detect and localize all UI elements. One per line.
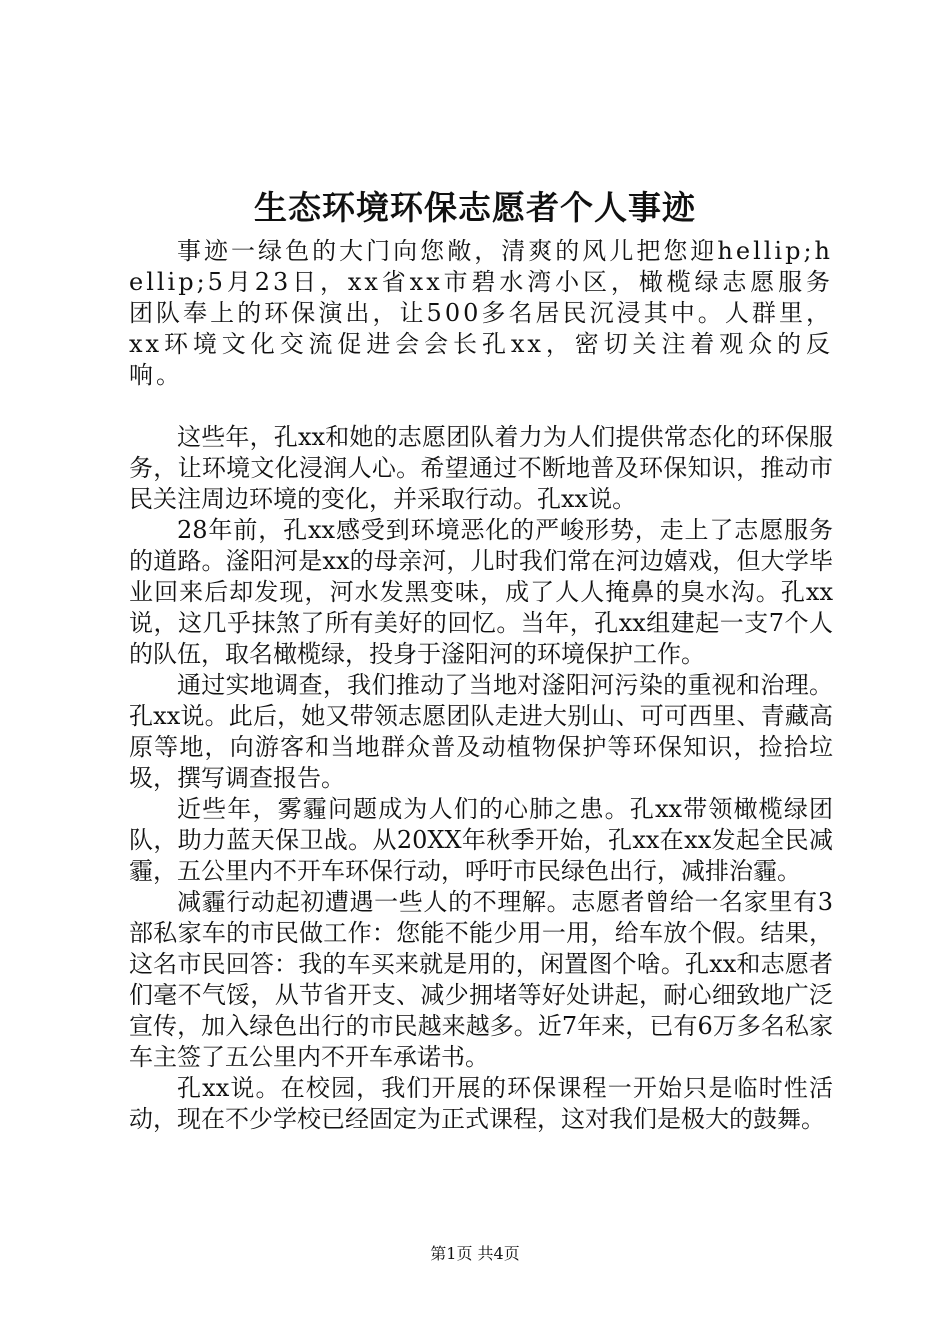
paragraph: 28年前，孔xx感受到环境恶化的严峻形势，走上了志愿服务的道路。滏阳河是xx的母亲河，儿时我们常在河边嬉戏，但大学毕业回来后却发现，河水发黑变味，成了人人掩鼻的臭水沟。孔xx说，这几乎抹煞了所有美好的回忆。当年，孔xx组建起一支7个人的队伍，取名橄榄绿，投身于滏阳河的环境保护工作。 [129, 516, 833, 668]
paragraph: 减霾行动起初遭遇一些人的不理解。志愿者曾给一名家里有3部私家车的市民做工作：您能不能少用一用，给车放个假。结果，这名市民回答：我的车买来就是用的，闲置图个啥。孔xx和志愿者们毫不气馁，从节省开支、减少拥堵等好处讲起，耐心细致地广泛宣传，加入绿色出行的市民越来越多。近7年来，已有6万多名私家车主签了五公里内不开车承诺书。 [129, 888, 833, 1071]
document-title: 生态环境环保志愿者个人事迹 [254, 188, 696, 227]
document-body [129, 236, 833, 1135]
paragraph: 这些年，孔xx和她的志愿团队着力为人们提供常态化的环保服务，让环境文化浸润人心。希望通过不断地普及环保知识，推动市民关注周边环境的变化，并采取行动。孔xx说。 [129, 423, 833, 513]
page-footer: 第1页 共4页 [430, 1244, 520, 1263]
paragraph: 事迹一绿色的大门向您敞，清爽的风儿把您迎hellip;hellip;5月23日，xx省xx市碧水湾小区，橄榄绿志愿服务团队奉上的环保演出，让500多名居民沉浸其中。人群里，xx环境文化交流促进会会长孔xx，密切关注着观众的反响。 [129, 237, 833, 389]
paragraph: 孔xx说。在校园，我们开展的环保课程一开始只是临时性活动，现在不少学校已经固定为正式课程，这对我们是极大的鼓舞。 [129, 1074, 833, 1133]
paragraph: 通过实地调查，我们推动了当地对滏阳河污染的重视和治理。孔xx说。此后，她又带领志愿团队走进大别山、可可西里、青藏高原等地，向游客和当地群众普及动植物保护等环保知识，捡拾垃圾，撰写调查报告。 [129, 671, 833, 792]
paragraph: 近些年，雾霾问题成为人们的心肺之患。孔xx带领橄榄绿团队，助力蓝天保卫战。从20XX年秋季开始，孔xx在xx发起全民减霾，五公里内不开车环保行动，呼吁市民绿色出行，减排治霾。 [129, 795, 833, 885]
